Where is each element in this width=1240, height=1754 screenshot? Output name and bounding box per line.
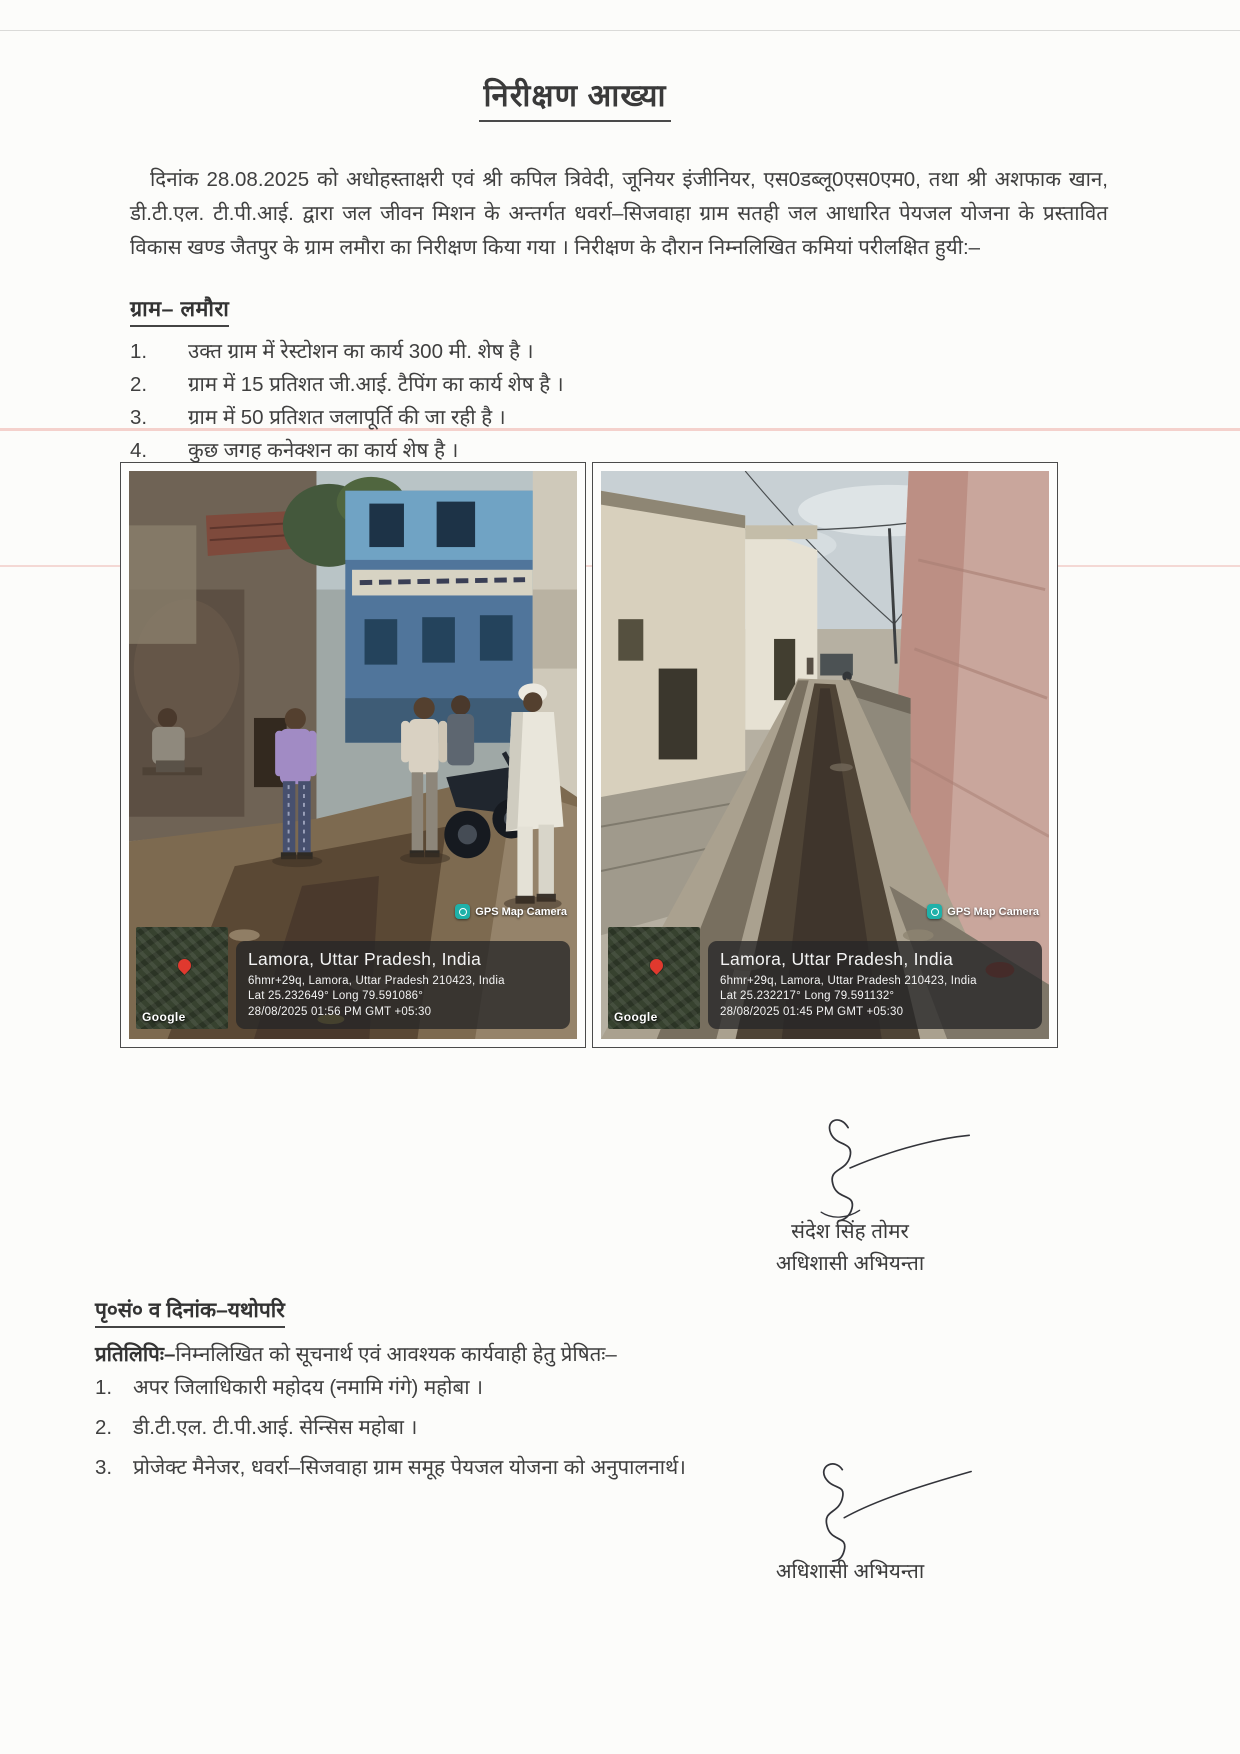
item-text: उक्त ग्राम में रेस्टोशन का कार्य 300 मी. शेष है ।: [188, 340, 534, 363]
item-text: कुछ जगह कनेक्शन का कार्य शेष है ।: [188, 439, 459, 462]
gps-overlay: [136, 927, 570, 1029]
signature-block-2: [702, 1458, 998, 1588]
item-number: 3.: [130, 406, 148, 429]
address-line: 6hmr+29q, Lamora, Uttar Pradesh 210423, India: [720, 974, 977, 987]
item-number: 4.: [130, 439, 148, 462]
copy-line: [95, 1340, 895, 1368]
signer-designation: अधिशासी अभियन्ता: [775, 1560, 925, 1583]
timestamp-line: 28/08/2025 01:45 PM GMT +05:30: [720, 1005, 904, 1018]
page-title: निरीक्षण आख्या: [479, 74, 670, 122]
copy-text: निम्नलिखित को सूचनार्थ एवं आवश्यक कार्यवाही हेतु प्रेषितः–: [175, 1343, 617, 1366]
copy-item: [95, 1408, 895, 1448]
gps-badge-label: GPS Map Camera: [947, 905, 1039, 918]
item-text: डी.टी.एल. टी.पी.आई. सेन्सिस महोबा ।: [133, 1416, 418, 1439]
coordinates-line: Lat 25.232217° Long 79.591132°: [720, 990, 895, 1002]
village-section: [130, 294, 1030, 467]
intro-paragraph: दिनांक 28.08.2025 को अधोहस्ताक्षरी एवं श्री कपिल त्रिवेदी, जूनियर इंजीनियर, एस0डब्लू0एस0एम0, तथा श्री अशफाक खान, डी.टी.एल. टी.पी.आई. द्वारा जल जीवन मिशन के अन्तर्गत धवर्रा–सिजवाहा ग्राम सतही जल आधारित पेयजल योजना के प्रस्तावित विकास खण्ड जैतपुर के ग्राम लमौरा का निरीक्षण किया गया । निरीक्षण के दौरान निम्नलिखित कमियां परीलक्षित हुयी:–: [130, 167, 1108, 259]
item-text: ग्राम में 15 प्रतिशत जी.आई. टैपिंग का कार्य शेष है ।: [188, 373, 564, 396]
item-number: 1.: [130, 340, 148, 363]
inspection-item: [130, 368, 1030, 401]
scan-artifact-line: [0, 30, 1240, 31]
copy-item: [95, 1368, 895, 1408]
item-number: 3.: [95, 1456, 113, 1479]
google-logo: Google: [142, 1010, 186, 1024]
gps-info-box: [708, 941, 1042, 1030]
village-heading: ग्राम– लमौरा: [130, 294, 229, 327]
gps-map-camera-badge: [927, 904, 1039, 919]
item-number: 1.: [95, 1376, 113, 1399]
location-title: Lamora, Uttar Pradesh, India: [720, 948, 954, 969]
inspection-item: [130, 335, 1030, 368]
map-thumbnail: [608, 927, 700, 1029]
gps-info-box: [236, 941, 570, 1030]
item-number: 2.: [95, 1416, 113, 1439]
signer-name: संदेश सिंह तोमर: [791, 1220, 909, 1243]
map-thumbnail: [136, 927, 228, 1029]
map-pin-icon: [647, 956, 665, 974]
item-text: प्रोजेक्ट मैनेजर, धवर्रा–सिजवाहा ग्राम समूह पेयजल योजना को अनुपालनार्थ।: [133, 1456, 686, 1479]
gps-map-camera-icon: [455, 904, 470, 919]
coordinates-line: Lat 25.232649° Long 79.591086°: [248, 990, 424, 1002]
photo-frame: [120, 462, 586, 1048]
street-photo-right: [601, 471, 1049, 1039]
signature-mark-icon: [725, 1114, 975, 1222]
signature-mark-icon: [725, 1458, 975, 1562]
signature-block-1: [700, 1114, 1000, 1280]
signer-designation: अधिशासी अभियन्ता: [775, 1252, 925, 1275]
gps-badge-label: GPS Map Camera: [475, 905, 567, 918]
timestamp-line: 28/08/2025 01:56 PM GMT +05:30: [248, 1005, 432, 1018]
page-title-wrap: [0, 74, 1150, 122]
gps-overlay: [608, 927, 1042, 1029]
copy-label: प्रतिलिपिः–: [95, 1343, 176, 1366]
location-title: Lamora, Uttar Pradesh, India: [248, 948, 482, 969]
address-line: 6hmr+29q, Lamora, Uttar Pradesh 210423, India: [248, 974, 505, 987]
street-photo-left: [129, 471, 577, 1039]
gps-map-camera-badge: [455, 904, 567, 919]
photo-frame: [592, 462, 1058, 1048]
reference-line: पृ०सं० व दिनांक–यथोपरि: [95, 1296, 285, 1328]
photo-row: [120, 462, 1060, 1048]
gps-map-camera-icon: [927, 904, 942, 919]
item-text: अपर जिलाधिकारी महोदय (नमामि गंगे) महोबा ।: [133, 1376, 483, 1399]
inspection-item: [130, 401, 1030, 434]
google-logo: Google: [614, 1010, 658, 1024]
item-number: 2.: [130, 373, 148, 396]
map-pin-icon: [175, 956, 193, 974]
item-text: ग्राम में 50 प्रतिशत जलापूर्ति की जा रही है ।: [188, 406, 506, 429]
